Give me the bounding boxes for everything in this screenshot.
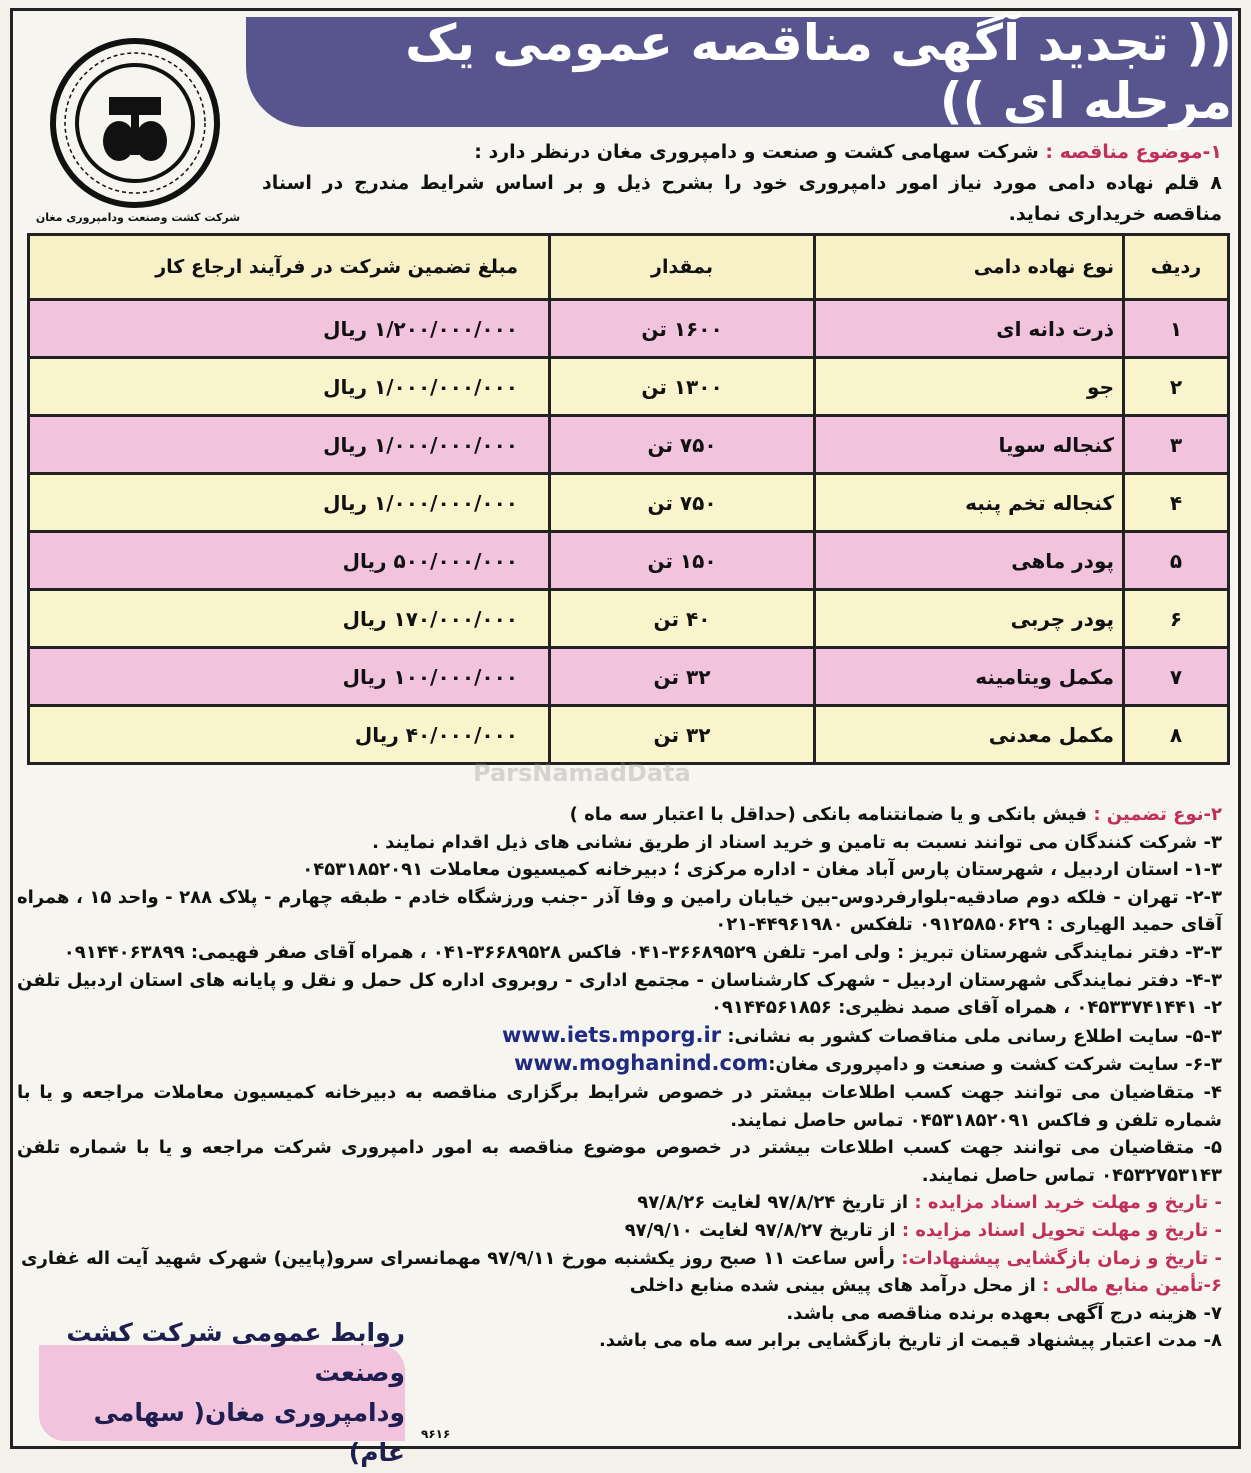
table-row [29, 648, 1229, 706]
header-guarantee-amount: مبلغ تضمین شرکت در فرآیند ارجاع کار [29, 235, 550, 300]
item-quantity: ۳۲ تن [550, 706, 815, 764]
company-site-label: ۶-۳- سایت شرکت کشت و صنعت و دامپروری مغان: [768, 1054, 1222, 1076]
item-quantity: ۱۶۰۰ تن [550, 300, 815, 358]
iets-site-link[interactable]: www.iets.mporg.ir [502, 1022, 722, 1047]
table-row [29, 358, 1229, 416]
header-item-type: نوع نهاده دامی [815, 235, 1124, 300]
company-logo-icon [49, 37, 221, 209]
guarantee-type-text: فیش بانکی و یا ضمانتنامه بانکی (حداقل با اعتبار سه ماه ) [569, 804, 1088, 825]
signature-line1: روابط عمومی شرکت کشت وصنعت [66, 1318, 405, 1387]
guarantee-amount: ۱/۰۰۰/۰۰۰/۰۰۰ ریال [29, 358, 550, 416]
address-ardabil-office: ۴-۳- دفتر نمایندگی شهرستان اردبیل - شهرک کارشناسان - مجتمع اداری - روبروی اداره کل حمل و نقل و پایانه های استان اردبیل تلفن ۲- ۰۴۵۳۳۷۴۱۴۴۱ ، همراه آقای صمد نظیری: ۰۹۱۴۴۵۶۱۸۵۶ [17, 969, 1222, 1019]
table-row [29, 590, 1229, 648]
signature-line2: ودامپروری مغان( سهامی عام) [93, 1398, 405, 1467]
guarantee-amount: ۱/۰۰۰/۰۰۰/۰۰۰ ریال [29, 474, 550, 532]
item-quantity: ۱۵۰ تن [550, 532, 815, 590]
row-number: ۵ [1124, 532, 1229, 590]
table-row [29, 474, 1229, 532]
opening-date-label: - تاریخ و زمان بازگشایی پیشنهادات: [901, 1247, 1222, 1269]
validity-text: ۸- مدت اعتبار پیشنهاد قیمت از تاریخ بازگشایی برابر سه ماه می باشد. [598, 1330, 1222, 1352]
delivery-deadline-label: - تاریخ و مهلت تحویل اسناد مزایده : [901, 1219, 1222, 1241]
advertisement-page [10, 8, 1241, 1467]
title-banner [246, 14, 1232, 130]
item-type: مکمل ویتامینه [815, 648, 1124, 706]
company-site-link[interactable]: www.moghanind.com [514, 1051, 769, 1076]
table-row [29, 532, 1229, 590]
item-quantity: ۴۰ تن [550, 590, 815, 648]
items-table [27, 233, 1230, 765]
opening-date-text: رأس ساعت ۱۱ صبح روز یکشنبه مورخ ۹۷/۹/۱۱ مهمانسرای سرو(پایین) شهرک شهید آیت اله غفاری [21, 1247, 895, 1269]
intro-line1: شرکت سهامی کشت و صنعت و دامپروری مغان درنظر دارد : [474, 141, 1039, 163]
public-relations-signature [39, 1318, 405, 1467]
row-number: ۳ [1124, 416, 1229, 474]
table-row [29, 706, 1229, 764]
address-tabriz: ۳-۳- دفتر نمایندگی شهرستان تبریز : ولی امر- تلفن ۳۶۶۸۹۵۲۹-۰۴۱ فاکس ۳۶۶۸۹۵۲۸-۰۴۱ ، همراه آقای صفر فهیمی: ۰۹۱۴۴۰۶۳۸۹۹ [63, 941, 1222, 963]
guarantee-amount: ۱/۰۰۰/۰۰۰/۰۰۰ ریال [29, 416, 550, 474]
row-number: ۴ [1124, 474, 1229, 532]
item-quantity: ۱۳۰۰ تن [550, 358, 815, 416]
iets-site-label: ۵-۳- سایت اطلاع رسانی ملی مناقصات کشور به نشانی: [727, 1025, 1222, 1047]
info-commission-text: ۴- متقاضیان می توانند جهت کسب اطلاعات بیشتر در خصوص شرایط برگزاری مناقصه به دبیرخانه کمیسیون معاملات مراجعه و یا با شماره تلفن و فاکس ۰۴۵۳۱۸۵۲۰۹۱ تماس حاصل نمایند. [17, 1081, 1222, 1131]
row-number: ۶ [1124, 590, 1229, 648]
row-number: ۸ [1124, 706, 1229, 764]
guarantee-amount: ۱۰۰/۰۰۰/۰۰۰ ریال [29, 648, 550, 706]
documents-purchase-text: ۳- شرکت کنندگان می توانند نسبت به تامین و خرید اسناد از طریق نشانی های ذیل اقدام نمایند . [372, 831, 1222, 853]
guarantee-amount: ۵۰۰/۰۰۰/۰۰۰ ریال [29, 532, 550, 590]
purchase-deadline-text: از تاریخ ۹۷/۸/۲۴ لغایت ۹۷/۸/۲۶ [637, 1192, 909, 1214]
intro-label: ۱-موضوع مناقصه : [1045, 141, 1222, 163]
item-type: پودر ماهی [815, 532, 1124, 590]
intro-section [262, 137, 1222, 230]
guarantee-amount: ۴۰/۰۰۰/۰۰۰ ریال [29, 706, 550, 764]
item-quantity: ۷۵۰ تن [550, 416, 815, 474]
item-type: کنجاله سویا [815, 416, 1124, 474]
intro-line2: ۸ قلم نهاده دامی مورد نیاز امور دامپروری خود را بشرح ذیل و بر اساس شرایط مندرج در اسناد مناقصه خریداری نماید. [262, 172, 1222, 225]
terms-section [17, 801, 1222, 1355]
item-type: پودر چربی [815, 590, 1124, 648]
row-number: ۲ [1124, 358, 1229, 416]
delivery-deadline-text: از تاریخ ۹۷/۸/۲۷ لغایت ۹۷/۹/۱۰ [624, 1219, 896, 1241]
item-type: کنجاله تخم پنبه [815, 474, 1124, 532]
item-quantity: ۳۲ تن [550, 648, 815, 706]
watermark: ParsNamadData [473, 759, 691, 787]
table-header-row [29, 235, 1229, 300]
item-quantity: ۷۵۰ تن [550, 474, 815, 532]
row-number: ۱ [1124, 300, 1229, 358]
row-number: ۷ [1124, 648, 1229, 706]
funding-label: ۶-تأمین منابع مالی : [1042, 1275, 1222, 1297]
address-tehran: ۲-۳- تهران - فلکه دوم صادقیه-بلوارفردوس-بین خیابان رامین و وفا آذر -جنب ورزشگاه خادم - طبقه چهارم - پلاک ۲۸۸ - واحد ۱۵ ، همراه آقای حمید الهیاری : ۰۹۱۲۵۸۵۰۶۲۹ تلفکس ۴۴۹۶۱۹۸۰-۰۲۱ [17, 886, 1223, 936]
table-row [29, 416, 1229, 474]
guarantee-amount: ۱۷۰/۰۰۰/۰۰۰ ریال [29, 590, 550, 648]
guarantee-amount: ۱/۲۰۰/۰۰۰/۰۰۰ ریال [29, 300, 550, 358]
ad-code: ۹۶۱۶ [421, 1427, 451, 1441]
header-row-number: ردیف [1124, 235, 1229, 300]
ad-cost-text: ۷- هزینه درج آگهی بعهده برنده مناقصه می باشد. [786, 1302, 1222, 1324]
item-type: مکمل معدنی [815, 706, 1124, 764]
address-ardabil-hq: ۱-۳- استان اردبیل ، شهرستان پارس آباد مغان - اداره مرکزی ؛ دبیرخانه کمیسیون معاملات ۰۴۵۳۱۸۵۲۰۹۱ [302, 859, 1222, 881]
page-title: (( تجدید آگهی مناقصه عمومی یک مرحله ای )) [405, 14, 1232, 130]
table-row [29, 300, 1229, 358]
funding-text: از محل درآمد های پیش بینی شده منابع داخلی [629, 1275, 1036, 1297]
guarantee-type-label: ۲-نوع تضمین : [1093, 804, 1222, 825]
info-livestock-text: ۵- متقاضیان می توانند جهت کسب اطلاعات بیشتر در خصوص موضوع مناقصه به امور دامپروری شرکت مراجعه و یا با شماره تلفن ۰۴۵۳۲۷۵۳۱۴۳ تماس حاصل نمایند. [17, 1137, 1222, 1186]
header-quantity: بمقدار [550, 235, 815, 300]
item-type: جو [815, 358, 1124, 416]
logo-caption: شرکت کشت وصنعت ودامپروری مغان [35, 211, 241, 224]
purchase-deadline-label: - تاریخ و مهلت خرید اسناد مزایده : [914, 1192, 1222, 1214]
item-type: ذرت دانه ای [815, 300, 1124, 358]
